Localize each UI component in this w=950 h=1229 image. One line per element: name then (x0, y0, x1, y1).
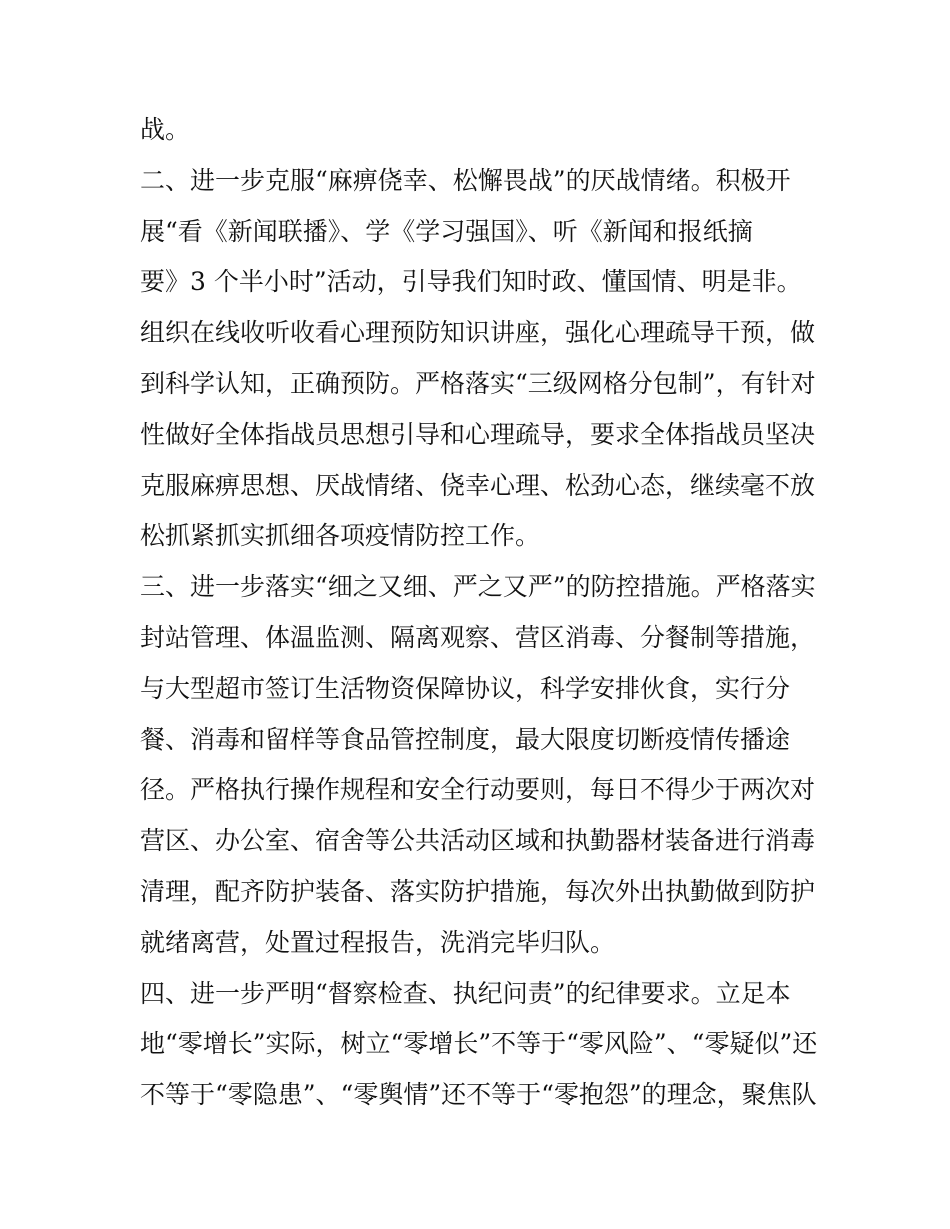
text-line: 性做好全体指战员思想引导和心理疏导，要求全体指战员坚决 (140, 419, 816, 449)
text-line: 清理，配齐防护装备、落实防护措施，每次外出执勤做到防护 (140, 876, 816, 906)
text-line: 四、进一步严明“督察检查、执纪问责”的纪律要求。立足本 (140, 978, 791, 1008)
text-line: 展“看《新闻联播》、学《学习强国》、听《新闻和报纸摘 (140, 216, 753, 246)
text-line: 封站管理、体温监测、隔离观察、营区消毒、分餐制等措施， (140, 622, 816, 652)
text-line: 到科学认知，正确预防。严格落实“三级网格分包制”，有针对 (140, 368, 816, 398)
text-line: 就绪离营，处置过程报告，洗消完毕归队。 (140, 927, 616, 957)
document-body (140, 105, 820, 1121)
text-line: 战。 (140, 115, 191, 144)
text-line: 与大型超市签订生活物资保障协议，科学安排伙食，实行分 (140, 673, 791, 703)
text-line: 松抓紧抓实抓细各项疫情防控工作。 (140, 521, 541, 551)
text-line: 不等于“零隐患”、“零舆情”还不等于“零抱怨”的理念，聚焦队 (140, 1080, 817, 1110)
text-line: 餐、消毒和留样等食品管控制度，最大限度切断疫情传播途 (140, 724, 791, 754)
text-line: 组织在线收听收看心理预防知识讲座，强化心理疏导干预，做 (140, 318, 816, 348)
text-line: 要》3 个半小时”活动，引导我们知时政、懂国情、明是非。 (140, 267, 802, 297)
text-line: 二、进一步克服“麻痹侥幸、松懈畏战”的厌战情绪。积极开 (140, 165, 791, 195)
text-line: 径。严格执行操作规程和安全行动要则，每日不得少于两次对 (140, 775, 816, 805)
text-line: 克服麻痹思想、厌战情绪、侥幸心理、松劲心态，继续毫不放 (140, 470, 816, 500)
text-line: 营区、办公室、宿舍等公共活动区域和执勤器材装备进行消毒 (140, 826, 816, 856)
text-line: 三、进一步落实“细之又细、严之又严”的防控措施。严格落实 (140, 572, 816, 602)
text-line: 地“零增长”实际，树立“零增长”不等于“零风险”、“零疑似”还 (140, 1029, 818, 1059)
